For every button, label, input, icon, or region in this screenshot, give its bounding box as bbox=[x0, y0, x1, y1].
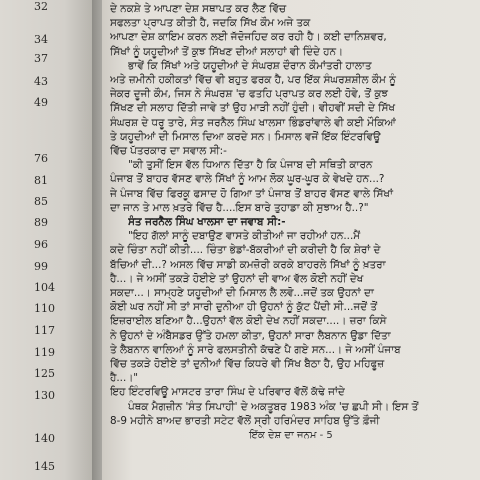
text-line: ਨੇ ਉਹਨਾਂ ਦੇ ਅੰਬੈਸਡਰ ਉੱਤੇ ਹਮਲਾ ਕੀਤਾ, ਉਹਨਾਂ ਸਾਰਾ ਲੈਬਨਾਨ ਉਡਾ ਦਿੱਤਾ bbox=[110, 329, 391, 342]
page-number-entry: 145 bbox=[34, 460, 55, 473]
text-line: ਸਫਲਤਾ ਪ੍ਰਾਪਤ ਕੀਤੀ ਹੈ, ਜਦਕਿ ਸਿੱਖ ਕੌਮ ਅਜੇ ਤਕ bbox=[110, 17, 311, 30]
text-line: ਇਹ ਇੰਟਰਵਿਊ ਮਾਸਟਰ ਤਾਰਾ ਸਿੰਘ ਦੇ ਪਰਿਵਾਰ ਵੱਲੋਂ ਕੱਢੇ ਜਾਂਦੇ bbox=[110, 386, 345, 399]
text-line: ਜੇ ਪੰਜਾਬ ਵਿੱਚ ਫਿਰਕੂ ਫਸਾਦ ਹੋ ਗਿਆ ਤਾਂ ਪੰਜਾਬ ਤੋਂ ਬਾਹਰ ਵੱਸਣ ਵਾਲੇ ਸਿੱਖਾਂ bbox=[110, 187, 393, 200]
page-number-entry: 34 bbox=[34, 33, 48, 46]
page-number-entry: 140 bbox=[34, 432, 55, 445]
page-number-entry: 125 bbox=[34, 367, 55, 380]
text-line: ਜੇਕਰ ਦੂਜੀ ਕੌਮ, ਜਿਸ ਨੇ ਸੰਘਰਸ਼ 'ਚ ਫਤਹਿ ਪ੍ਰਾਪਤ ਕਰ ਲਈ ਹੋਵੇ, ਤੋਂ ਕੁਝ bbox=[110, 88, 388, 101]
page-number-entry: 96 bbox=[34, 238, 48, 251]
text-line: ਹੈ...।" bbox=[110, 372, 139, 385]
page-number-entry: 89 bbox=[34, 216, 48, 229]
text-line: ਵਿੱਚ ਤਕੜੇ ਹੋਈਏ ਤਾਂ ਦੁਨੀਆਂ ਵਿੱਚ ਕਿਧਰੇ ਵੀ ਸਿੱਖ ਬੈਠਾ ਹੈ, ਉਹ ਮਹਿਫੂਜ਼ bbox=[110, 358, 385, 370]
page-number-entry: 76 bbox=[34, 152, 48, 165]
page-number-entry: 32 bbox=[34, 0, 48, 13]
text-line: ਤੇ ਲੈਬਨਾਨ ਵਾਲਿਆਂ ਨੂੰ ਸਾਰੇ ਫਲਸਤੀਨੀ ਕੱਢਣੇ ਪੈ ਗਏ ਸਨ...। ਜੇ ਅਸੀਂ ਪੰਜਾਬ bbox=[110, 343, 401, 356]
page-number-entry: 37 bbox=[34, 52, 48, 65]
text-line: ਸਿੱਖਾਂ ਨੂੰ ਯਹੂਦੀਆਂ ਤੋਂ ਕੁਝ ਸਿੱਖਣ ਦੀਆਂ ਸਲਾਹਾਂ ਵੀ ਦਿੰਦੇ ਹਨ। bbox=[110, 45, 344, 58]
text-line: ਪੰਜਾਬ ਤੋਂ ਬਾਹਰ ਵੱਸਣ ਵਾਲੇ ਸਿੱਖਾਂ ਨੂੰ ਆਮ ਲੋਕ ਘੂਰ-ਘੂਰ ਕੇ ਵੇਖਦੇ ਹਨ...? bbox=[110, 173, 385, 186]
text-line: 8-9 ਮਹੀਨੇ ਬਾਅਦ ਭਾਰਤੀ ਸਟੇਟ ਵੱਲੋਂ ਸ੍ਰੀ ਹਰਿਮੰਦਰ ਸਾਹਿਬ ਉੱਤੇ ਫ਼ੌਜੀ bbox=[110, 414, 380, 427]
text-line: "ਕੀ ਤੁਸੀਂ ਇਸ ਵੱਲ ਧਿਆਨ ਦਿੱਤਾ ਹੈ ਕਿ ਪੰਜਾਬ ਦੀ ਸਥਿਤੀ ਕਾਰਨ bbox=[128, 159, 373, 172]
text-line: ਤੇ ਯਹੂਦੀਆਂ ਦੀ ਮਿਸਾਲ ਦਿਆ ਕਰਦੇ ਸਨ। ਮਿਸਾਲ ਵਜੋਂ ਇੱਕ ਇੰਟਰਵਿਊ bbox=[110, 130, 381, 143]
right-page bbox=[102, 0, 480, 480]
page-number-entry: 99 bbox=[34, 260, 48, 273]
text-line: ਅਤੇ ਜ਼ਮੀਨੀ ਹਕੀਕਤਾਂ ਵਿੱਚ ਵੀ ਬਹੁਤ ਫਰਕ ਹੈ, ਪਰ ਇੱਕ ਸੰਘਰਸ਼ਸ਼ੀਲ ਕੌਮ ਨੂੰ bbox=[110, 74, 396, 86]
text-line: ਦਾ ਜਾਨ ਤੇ ਮਾਲ ਖ਼ਤਰੇ ਵਿੱਚ ਹੈ....ਇਸ ਬਾਰੇ ਤੁਹਾਡਾ ਕੀ ਸੁਝਾਅ ਹੈ..?" bbox=[110, 201, 369, 214]
text-line: ਸਕਦਾ...। ਸਾਮ੍ਹਣੇ ਯਹੂਦੀਆਂ ਦੀ ਮਿਸਾਲ ਲੈ ਲਵੋ...ਜਦੋਂ ਤਕ ਉਹਨਾਂ ਦਾ bbox=[110, 287, 374, 299]
text-line: ਬੱਚਿਆਂ ਦੀ...? ਅਸਲ ਵਿੱਚ ਸਾਡੀ ਕਮਜ਼ੋਰੀ ਕਰਕੇ ਬਾਹਰਲੇ ਸਿੱਖਾਂ ਨੂੰ ਖ਼ਤਰਾ bbox=[110, 258, 386, 271]
text-line: ਸੰਤ ਜਰਨੈਲ ਸਿੰਘ ਖਾਲਸਾ ਦਾ ਜਵਾਬ ਸੀ:- bbox=[128, 216, 286, 228]
text-line: ਇਜ਼ਰਾਈਲ ਬਣਿਆ ਹੈ...ਉਹਨਾਂ ਵੱਲ ਕੋਈ ਦੇਖ ਨਹੀਂ ਸਕਦਾ....। ਜ਼ਰਾ ਕਿਸੇ bbox=[110, 315, 387, 328]
text-line: ਕੋਈ ਘਰ ਨਹੀਂ ਸੀ ਤਾਂ ਸਾਰੀ ਦੁਨੀਆ ਹੀ ਉਹਨਾਂ ਨੂੰ ਕੁੱਟ ਪੈਂਦੀ ਸੀ...ਜਦੋਂ ਤੋਂ bbox=[110, 301, 378, 314]
text-line: ਭਾਵੇਂ ਕਿ ਸਿੱਖਾਂ ਅਤੇ ਯਹੂਦੀਆਂ ਦੇ ਸੰਘਰਸ਼ ਦੌਰਾਨ ਕੌਮਾਂਤਰੀ ਹਾਲਾਤ bbox=[128, 59, 372, 72]
text-line: ਕਦੇ ਚਿੰਤਾ ਨਹੀਂ ਕੀਤੀ.... ਚਿੰਤਾ ਭੇਡਾਂ-ਬੱਕਰੀਆਂ ਦੀ ਕਰੀਦੀ ਹੈ ਕਿ ਸ਼ੇਰਾਂ ਦੇ bbox=[110, 244, 381, 257]
page-number-entry: 85 bbox=[34, 195, 48, 208]
left-page bbox=[0, 0, 92, 480]
page-number-entry: 130 bbox=[34, 389, 55, 402]
page-number-entry: 81 bbox=[34, 174, 48, 187]
page-number-entry: 43 bbox=[34, 75, 48, 88]
book-gutter bbox=[92, 0, 102, 480]
page-number-entry: 49 bbox=[34, 96, 48, 109]
text-line: "ਇਹ ਗੱਲਾਂ ਸਾਨੂੰ ਦਬਾਉਣ ਵਾਸਤੇ ਕੀਤੀਆਂ ਜਾ ਰਹੀਆਂ ਹਨ...ਮੈਂ bbox=[128, 230, 361, 243]
text-line: ਸੰਘਰਸ਼ ਦੇ ਧਰੂ ਤਾਰੇ, ਸੰਤ ਜਰਨੈਲ ਸਿੰਘ ਖਾਲਸਾ ਭਿੰਡਰਾਂਵਾਲੇ ਵੀ ਕਈ ਮੌਕਿਆਂ bbox=[110, 116, 396, 129]
text-line: ਵਿੱਚ ਪੱਤਰਕਾਰ ਦਾ ਸਵਾਲ ਸੀ:- bbox=[110, 145, 227, 157]
text-line: ਆਪਣਾ ਦੇਸ਼ ਕਾਇਮ ਕਰਨ ਲਈ ਜੱਦੋਜਹਿਦ ਕਰ ਰਹੀ ਹੈ। ਕਈ ਦਾਨਿਸ਼ਵਰ, bbox=[110, 31, 387, 44]
page-number-entry: 119 bbox=[34, 346, 55, 359]
text-line: ਹੈ...। ਜੇ ਅਸੀਂ ਤਕੜੇ ਹੋਈਏ ਤਾਂ ਉਹਨਾਂ ਦੀ ਵਾਅ ਵੱਲ ਕੋਈ ਨਹੀਂ ਦੇਖ bbox=[110, 272, 364, 285]
page-number-entry: 110 bbox=[34, 302, 55, 315]
page-number-entry: 104 bbox=[34, 281, 55, 294]
text-line: ਪੰਥਕ ਮੈਗਜ਼ੀਨ 'ਸੰਤ ਸਿਪਾਹੀ' ਦੇ ਅਕਤੂਬਰ 1983 ਅੰਕ 'ਚ ਛਪੀ ਸੀ। ਇਸ ਤੋਂ bbox=[128, 400, 419, 413]
text-line: ਸਿੱਖਣ ਦੀ ਸਲਾਹ ਦਿੱਤੀ ਜਾਵੇ ਤਾਂ ਉਹ ਮਾੜੀ ਨਹੀਂ ਹੁੰਦੀ। ਵੀਹਵੀਂ ਸਦੀ ਦੇ ਸਿੱਖ bbox=[110, 102, 396, 115]
page-footer: ਇੱਕ ਦੇਸ਼ ਦਾ ਜਨਮ - 5 bbox=[249, 430, 333, 441]
text-line: ਦੇ ਨਕਸ਼ੇ ਤੇ ਆਪਣਾ ਦੇਸ਼ ਸਥਾਪਤ ਕਰ ਲੈਣ ਵਿੱਚ bbox=[110, 3, 286, 15]
page-number-entry: 117 bbox=[34, 324, 55, 337]
